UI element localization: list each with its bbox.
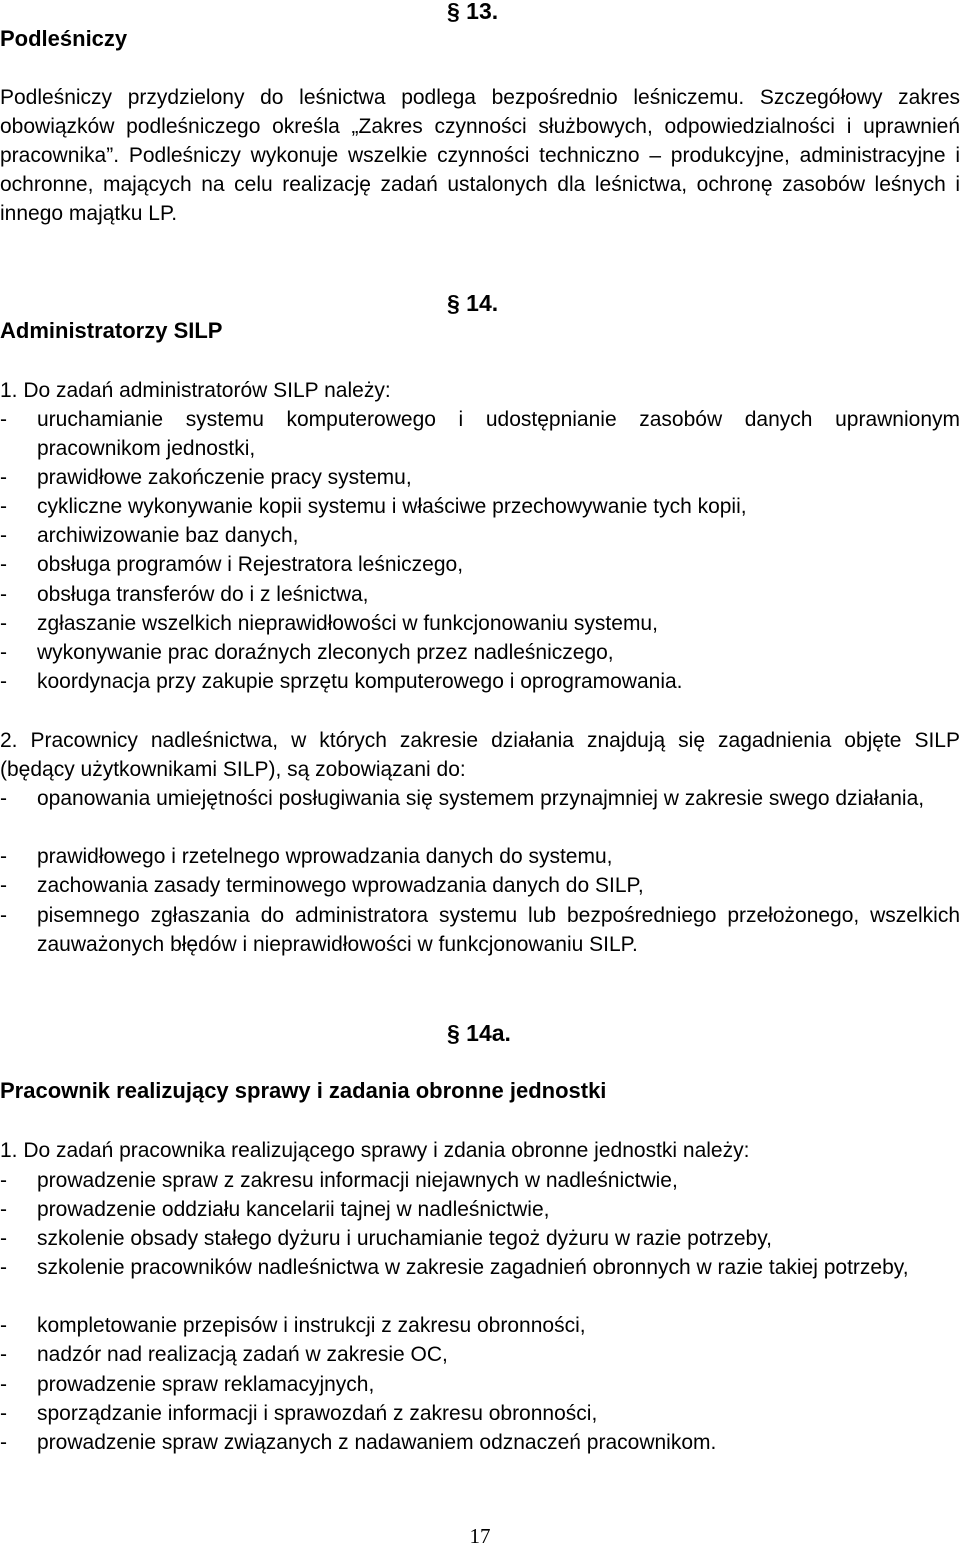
section-13-symbol: § 13. bbox=[447, 0, 499, 24]
section-14-intro-1: 1. Do zadań administratorów SILP należy: bbox=[0, 379, 391, 402]
page-number: 17 bbox=[469, 1524, 491, 1548]
section-14-symbol: § 14. bbox=[447, 290, 499, 316]
section-13-title: Podleśniczy bbox=[0, 26, 128, 51]
section-14a-title: Pracownik realizujący sprawy i zadania obronne jednostki bbox=[0, 1078, 607, 1103]
section-13-paragraph: Podleśniczy przydzielony do leśnictwa podlega bezpośrednio leśniczemu. Szczegółowy zakres obowiązków podleśniczego określa „Zakres czynności służbowych, odpowiedzialności i uprawnień pracownika”. Podleśniczy wykonuje wszelkie czynności techniczno – produkcyjne, administracyjne i ochronne, mających na celu realizację zadań ustalonych dla leśnictwa, ochronę zasobów leśnych i innego majątku LP. bbox=[0, 86, 960, 225]
section-14a-symbol: § 14a. bbox=[447, 1020, 511, 1046]
section-14-title: Administratorzy SILP bbox=[0, 318, 223, 343]
section-14a-intro-1: 1. Do zadań pracownika realizującego sprawy i zdania obronne jednostki należy: bbox=[0, 1139, 750, 1162]
section-14-intro-2: 2. Pracownicy nadleśnictwa, w których zakresie działania znajdują się zagadnienia objęte SILP (będący użytkownikami SILP), są zobowiązani do: bbox=[0, 729, 960, 781]
